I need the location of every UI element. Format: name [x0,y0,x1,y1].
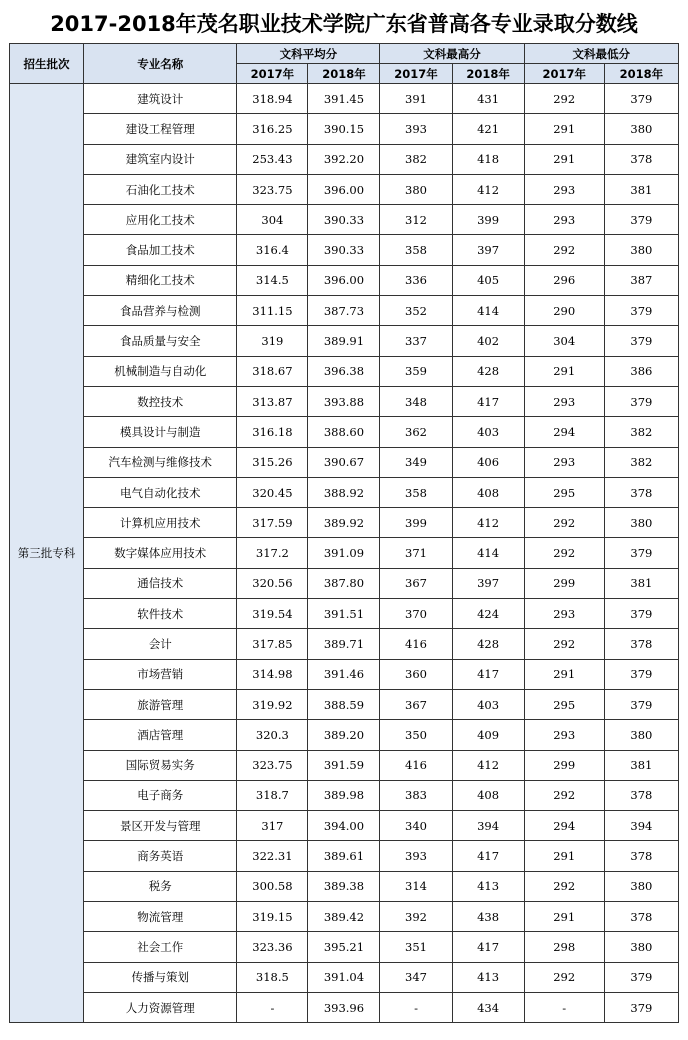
major-name-cell: 国际贸易实务 [84,750,237,780]
max-2017-cell: 360 [380,659,452,689]
header-max-2017: 2017年 [380,64,452,84]
min-2017-cell: 292 [524,629,604,659]
avg-2017-cell: 311.15 [237,296,308,326]
max-2017-cell: 359 [380,356,452,386]
max-2017-cell: 348 [380,386,452,416]
header-avg-2018: 2018年 [308,64,380,84]
major-name-cell: 模具设计与制造 [84,417,237,447]
min-2017-cell: 294 [524,811,604,841]
min-2018-cell: 378 [604,629,678,659]
max-2018-cell: 428 [452,629,524,659]
max-2017-cell: 314 [380,871,452,901]
avg-2018-cell: 396.38 [308,356,380,386]
avg-2017-cell: 320.56 [237,568,308,598]
table-row [10,356,679,386]
table-row [10,144,679,174]
major-name-cell: 电子商务 [84,780,237,810]
min-2018-cell: 380 [604,720,678,750]
major-name-cell: 旅游管理 [84,689,237,719]
max-2018-cell: 412 [452,174,524,204]
max-2018-cell: 406 [452,447,524,477]
header-max: 文科最高分 [380,44,524,64]
avg-2018-cell: 391.51 [308,599,380,629]
table-row [10,659,679,689]
min-2017-cell: 293 [524,174,604,204]
avg-2018-cell: 391.46 [308,659,380,689]
major-name-cell: 应用化工技术 [84,205,237,235]
max-2018-cell: 417 [452,932,524,962]
min-2017-cell: 293 [524,720,604,750]
max-2017-cell: 340 [380,811,452,841]
table-row [10,811,679,841]
major-name-cell: 计算机应用技术 [84,508,237,538]
min-2017-cell: 291 [524,902,604,932]
avg-2017-cell: 317.59 [237,508,308,538]
major-name-cell: 市场营销 [84,659,237,689]
avg-2017-cell: 253.43 [237,144,308,174]
min-2017-cell: 295 [524,477,604,507]
avg-2018-cell: 392.20 [308,144,380,174]
max-2017-cell: 350 [380,720,452,750]
table-row [10,750,679,780]
admission-score-table [9,43,679,1023]
min-2017-cell: 291 [524,144,604,174]
major-name-cell: 景区开发与管理 [84,811,237,841]
avg-2017-cell: 323.75 [237,750,308,780]
min-2018-cell: 379 [604,689,678,719]
avg-2018-cell: 390.33 [308,205,380,235]
min-2018-cell: 382 [604,417,678,447]
min-2017-cell: 299 [524,568,604,598]
table-row [10,447,679,477]
min-2017-cell: 292 [524,508,604,538]
avg-2018-cell: 389.92 [308,508,380,538]
max-2017-cell: 337 [380,326,452,356]
max-2018-cell: 417 [452,841,524,871]
table-row [10,902,679,932]
min-2018-cell: 381 [604,568,678,598]
table-row [10,84,679,114]
avg-2018-cell: 390.33 [308,235,380,265]
max-2017-cell: 416 [380,629,452,659]
avg-2017-cell: 322.31 [237,841,308,871]
avg-2018-cell: 387.80 [308,568,380,598]
avg-2017-cell: 317.2 [237,538,308,568]
max-2017-cell: 367 [380,568,452,598]
max-2017-cell: 399 [380,508,452,538]
major-name-cell: 数字媒体应用技术 [84,538,237,568]
avg-2018-cell: 391.09 [308,538,380,568]
max-2018-cell: 413 [452,871,524,901]
header-min: 文科最低分 [524,44,678,64]
table-row [10,629,679,659]
avg-2017-cell: 318.94 [237,84,308,114]
max-2017-cell: 312 [380,205,452,235]
avg-2017-cell: 318.7 [237,780,308,810]
table-row [10,477,679,507]
max-2018-cell: 397 [452,568,524,598]
min-2017-cell: 292 [524,235,604,265]
max-2017-cell: 416 [380,750,452,780]
major-name-cell: 建筑室内设计 [84,144,237,174]
avg-2017-cell: 314.5 [237,265,308,295]
max-2017-cell: 358 [380,477,452,507]
min-2018-cell: 380 [604,932,678,962]
max-2018-cell: 438 [452,902,524,932]
max-2018-cell: 428 [452,356,524,386]
max-2018-cell: 409 [452,720,524,750]
table-row [10,114,679,144]
table-row [10,296,679,326]
table-row [10,841,679,871]
avg-2018-cell: 389.91 [308,326,380,356]
min-2018-cell: 379 [604,992,678,1022]
avg-2018-cell: 388.59 [308,689,380,719]
max-2017-cell: 393 [380,114,452,144]
avg-2017-cell: 319 [237,326,308,356]
max-2017-cell: 370 [380,599,452,629]
table-row [10,689,679,719]
header-avg-2017: 2017年 [237,64,308,84]
min-2018-cell: 386 [604,356,678,386]
max-2017-cell: 371 [380,538,452,568]
avg-2017-cell: 313.87 [237,386,308,416]
avg-2018-cell: 394.00 [308,811,380,841]
min-2017-cell: 291 [524,114,604,144]
table-row [10,992,679,1022]
table-row [10,599,679,629]
min-2017-cell: 290 [524,296,604,326]
min-2017-cell: 298 [524,932,604,962]
min-2018-cell: 379 [604,962,678,992]
header-min-2018: 2018年 [604,64,678,84]
avg-2017-cell: 320.45 [237,477,308,507]
major-name-cell: 人力资源管理 [84,992,237,1022]
avg-2018-cell: 389.61 [308,841,380,871]
avg-2018-cell: 396.00 [308,174,380,204]
max-2017-cell: 393 [380,841,452,871]
avg-2018-cell: 391.04 [308,962,380,992]
min-2017-cell: - [524,992,604,1022]
min-2017-cell: 292 [524,871,604,901]
avg-2018-cell: 388.92 [308,477,380,507]
min-2018-cell: 378 [604,144,678,174]
avg-2017-cell: 316.4 [237,235,308,265]
max-2017-cell: 367 [380,689,452,719]
max-2017-cell: 336 [380,265,452,295]
avg-2017-cell: 320.3 [237,720,308,750]
major-name-cell: 数控技术 [84,386,237,416]
table-body [10,84,679,1023]
max-2018-cell: 403 [452,417,524,447]
avg-2017-cell: - [237,992,308,1022]
max-2018-cell: 408 [452,780,524,810]
max-2018-cell: 413 [452,962,524,992]
min-2017-cell: 292 [524,84,604,114]
header-batch: 招生批次 [10,44,84,84]
min-2018-cell: 379 [604,326,678,356]
min-2017-cell: 304 [524,326,604,356]
min-2018-cell: 380 [604,114,678,144]
major-name-cell: 机械制造与自动化 [84,356,237,386]
max-2018-cell: 403 [452,689,524,719]
major-name-cell: 通信技术 [84,568,237,598]
avg-2017-cell: 318.67 [237,356,308,386]
min-2018-cell: 380 [604,235,678,265]
major-name-cell: 精细化工技术 [84,265,237,295]
max-2017-cell: 351 [380,932,452,962]
table-row [10,265,679,295]
max-2018-cell: 417 [452,386,524,416]
major-name-cell: 食品质量与安全 [84,326,237,356]
min-2018-cell: 380 [604,871,678,901]
min-2017-cell: 291 [524,659,604,689]
min-2018-cell: 387 [604,265,678,295]
table-row [10,568,679,598]
table-row [10,235,679,265]
min-2017-cell: 293 [524,205,604,235]
min-2018-cell: 379 [604,659,678,689]
max-2018-cell: 397 [452,235,524,265]
min-2017-cell: 294 [524,417,604,447]
avg-2018-cell: 389.42 [308,902,380,932]
major-name-cell: 石油化工技术 [84,174,237,204]
avg-2017-cell: 304 [237,205,308,235]
header-major: 专业名称 [84,44,237,84]
avg-2018-cell: 391.59 [308,750,380,780]
min-2017-cell: 293 [524,599,604,629]
header-max-2018: 2018年 [452,64,524,84]
avg-2017-cell: 300.58 [237,871,308,901]
page-title: 2017-2018年茂名职业技术学院广东省普高各专业录取分数线 [50,12,638,36]
avg-2017-cell: 315.26 [237,447,308,477]
min-2017-cell: 299 [524,750,604,780]
min-2018-cell: 378 [604,902,678,932]
avg-2017-cell: 314.98 [237,659,308,689]
max-2018-cell: 418 [452,144,524,174]
avg-2018-cell: 389.71 [308,629,380,659]
max-2018-cell: 434 [452,992,524,1022]
avg-2017-cell: 323.75 [237,174,308,204]
min-2018-cell: 378 [604,841,678,871]
min-2018-cell: 380 [604,508,678,538]
min-2018-cell: 394 [604,811,678,841]
min-2018-cell: 379 [604,205,678,235]
min-2017-cell: 292 [524,538,604,568]
header-avg: 文科平均分 [237,44,380,64]
table-row [10,417,679,447]
max-2017-cell: 382 [380,144,452,174]
min-2017-cell: 293 [524,447,604,477]
min-2017-cell: 291 [524,841,604,871]
avg-2018-cell: 391.45 [308,84,380,114]
table-row [10,962,679,992]
max-2017-cell: 362 [380,417,452,447]
max-2017-cell: 392 [380,902,452,932]
major-name-cell: 社会工作 [84,932,237,962]
min-2018-cell: 378 [604,780,678,810]
max-2018-cell: 424 [452,599,524,629]
min-2018-cell: 379 [604,296,678,326]
major-name-cell: 建设工程管理 [84,114,237,144]
min-2018-cell: 378 [604,477,678,507]
table-row [10,538,679,568]
major-name-cell: 传播与策划 [84,962,237,992]
min-2018-cell: 382 [604,447,678,477]
max-2017-cell: 347 [380,962,452,992]
table-row [10,174,679,204]
max-2018-cell: 431 [452,84,524,114]
min-2018-cell: 381 [604,750,678,780]
major-name-cell: 软件技术 [84,599,237,629]
table-row [10,780,679,810]
major-name-cell: 建筑设计 [84,84,237,114]
max-2018-cell: 405 [452,265,524,295]
avg-2018-cell: 389.98 [308,780,380,810]
avg-2018-cell: 389.38 [308,871,380,901]
avg-2018-cell: 388.60 [308,417,380,447]
min-2017-cell: 293 [524,386,604,416]
avg-2017-cell: 323.36 [237,932,308,962]
major-name-cell: 商务英语 [84,841,237,871]
max-2018-cell: 414 [452,538,524,568]
major-name-cell: 食品营养与检测 [84,296,237,326]
avg-2017-cell: 317 [237,811,308,841]
avg-2017-cell: 319.92 [237,689,308,719]
max-2018-cell: 402 [452,326,524,356]
avg-2017-cell: 319.54 [237,599,308,629]
avg-2018-cell: 390.67 [308,447,380,477]
avg-2018-cell: 390.15 [308,114,380,144]
max-2017-cell: 358 [380,235,452,265]
avg-2018-cell: 393.96 [308,992,380,1022]
min-2017-cell: 292 [524,962,604,992]
avg-2018-cell: 396.00 [308,265,380,295]
avg-2018-cell: 389.20 [308,720,380,750]
major-name-cell: 酒店管理 [84,720,237,750]
max-2018-cell: 412 [452,508,524,538]
max-2017-cell: 380 [380,174,452,204]
table-row [10,508,679,538]
avg-2017-cell: 318.5 [237,962,308,992]
major-name-cell: 物流管理 [84,902,237,932]
min-2018-cell: 379 [604,538,678,568]
major-name-cell: 会计 [84,629,237,659]
avg-2018-cell: 387.73 [308,296,380,326]
table-row [10,871,679,901]
header-min-2017: 2017年 [524,64,604,84]
avg-2017-cell: 317.85 [237,629,308,659]
min-2018-cell: 379 [604,84,678,114]
table-row [10,932,679,962]
max-2017-cell: 383 [380,780,452,810]
major-name-cell: 税务 [84,871,237,901]
max-2018-cell: 394 [452,811,524,841]
max-2018-cell: 414 [452,296,524,326]
avg-2017-cell: 319.15 [237,902,308,932]
major-name-cell: 电气自动化技术 [84,477,237,507]
min-2018-cell: 379 [604,599,678,629]
max-2018-cell: 408 [452,477,524,507]
min-2017-cell: 292 [524,780,604,810]
max-2018-cell: 417 [452,659,524,689]
min-2017-cell: 291 [524,356,604,386]
max-2018-cell: 421 [452,114,524,144]
avg-2018-cell: 393.88 [308,386,380,416]
max-2017-cell: 349 [380,447,452,477]
avg-2018-cell: 395.21 [308,932,380,962]
max-2017-cell: 352 [380,296,452,326]
table-row [10,205,679,235]
major-name-cell: 汽车检测与维修技术 [84,447,237,477]
max-2018-cell: 412 [452,750,524,780]
min-2018-cell: 379 [604,386,678,416]
major-name-cell: 食品加工技术 [84,235,237,265]
min-2017-cell: 295 [524,689,604,719]
table-row [10,720,679,750]
avg-2017-cell: 316.18 [237,417,308,447]
table-row [10,386,679,416]
batch-cell: 第三批专科 [10,84,84,1023]
max-2017-cell: 391 [380,84,452,114]
min-2017-cell: 296 [524,265,604,295]
table-row [10,326,679,356]
avg-2017-cell: 316.25 [237,114,308,144]
max-2017-cell: - [380,992,452,1022]
max-2018-cell: 399 [452,205,524,235]
min-2018-cell: 381 [604,174,678,204]
